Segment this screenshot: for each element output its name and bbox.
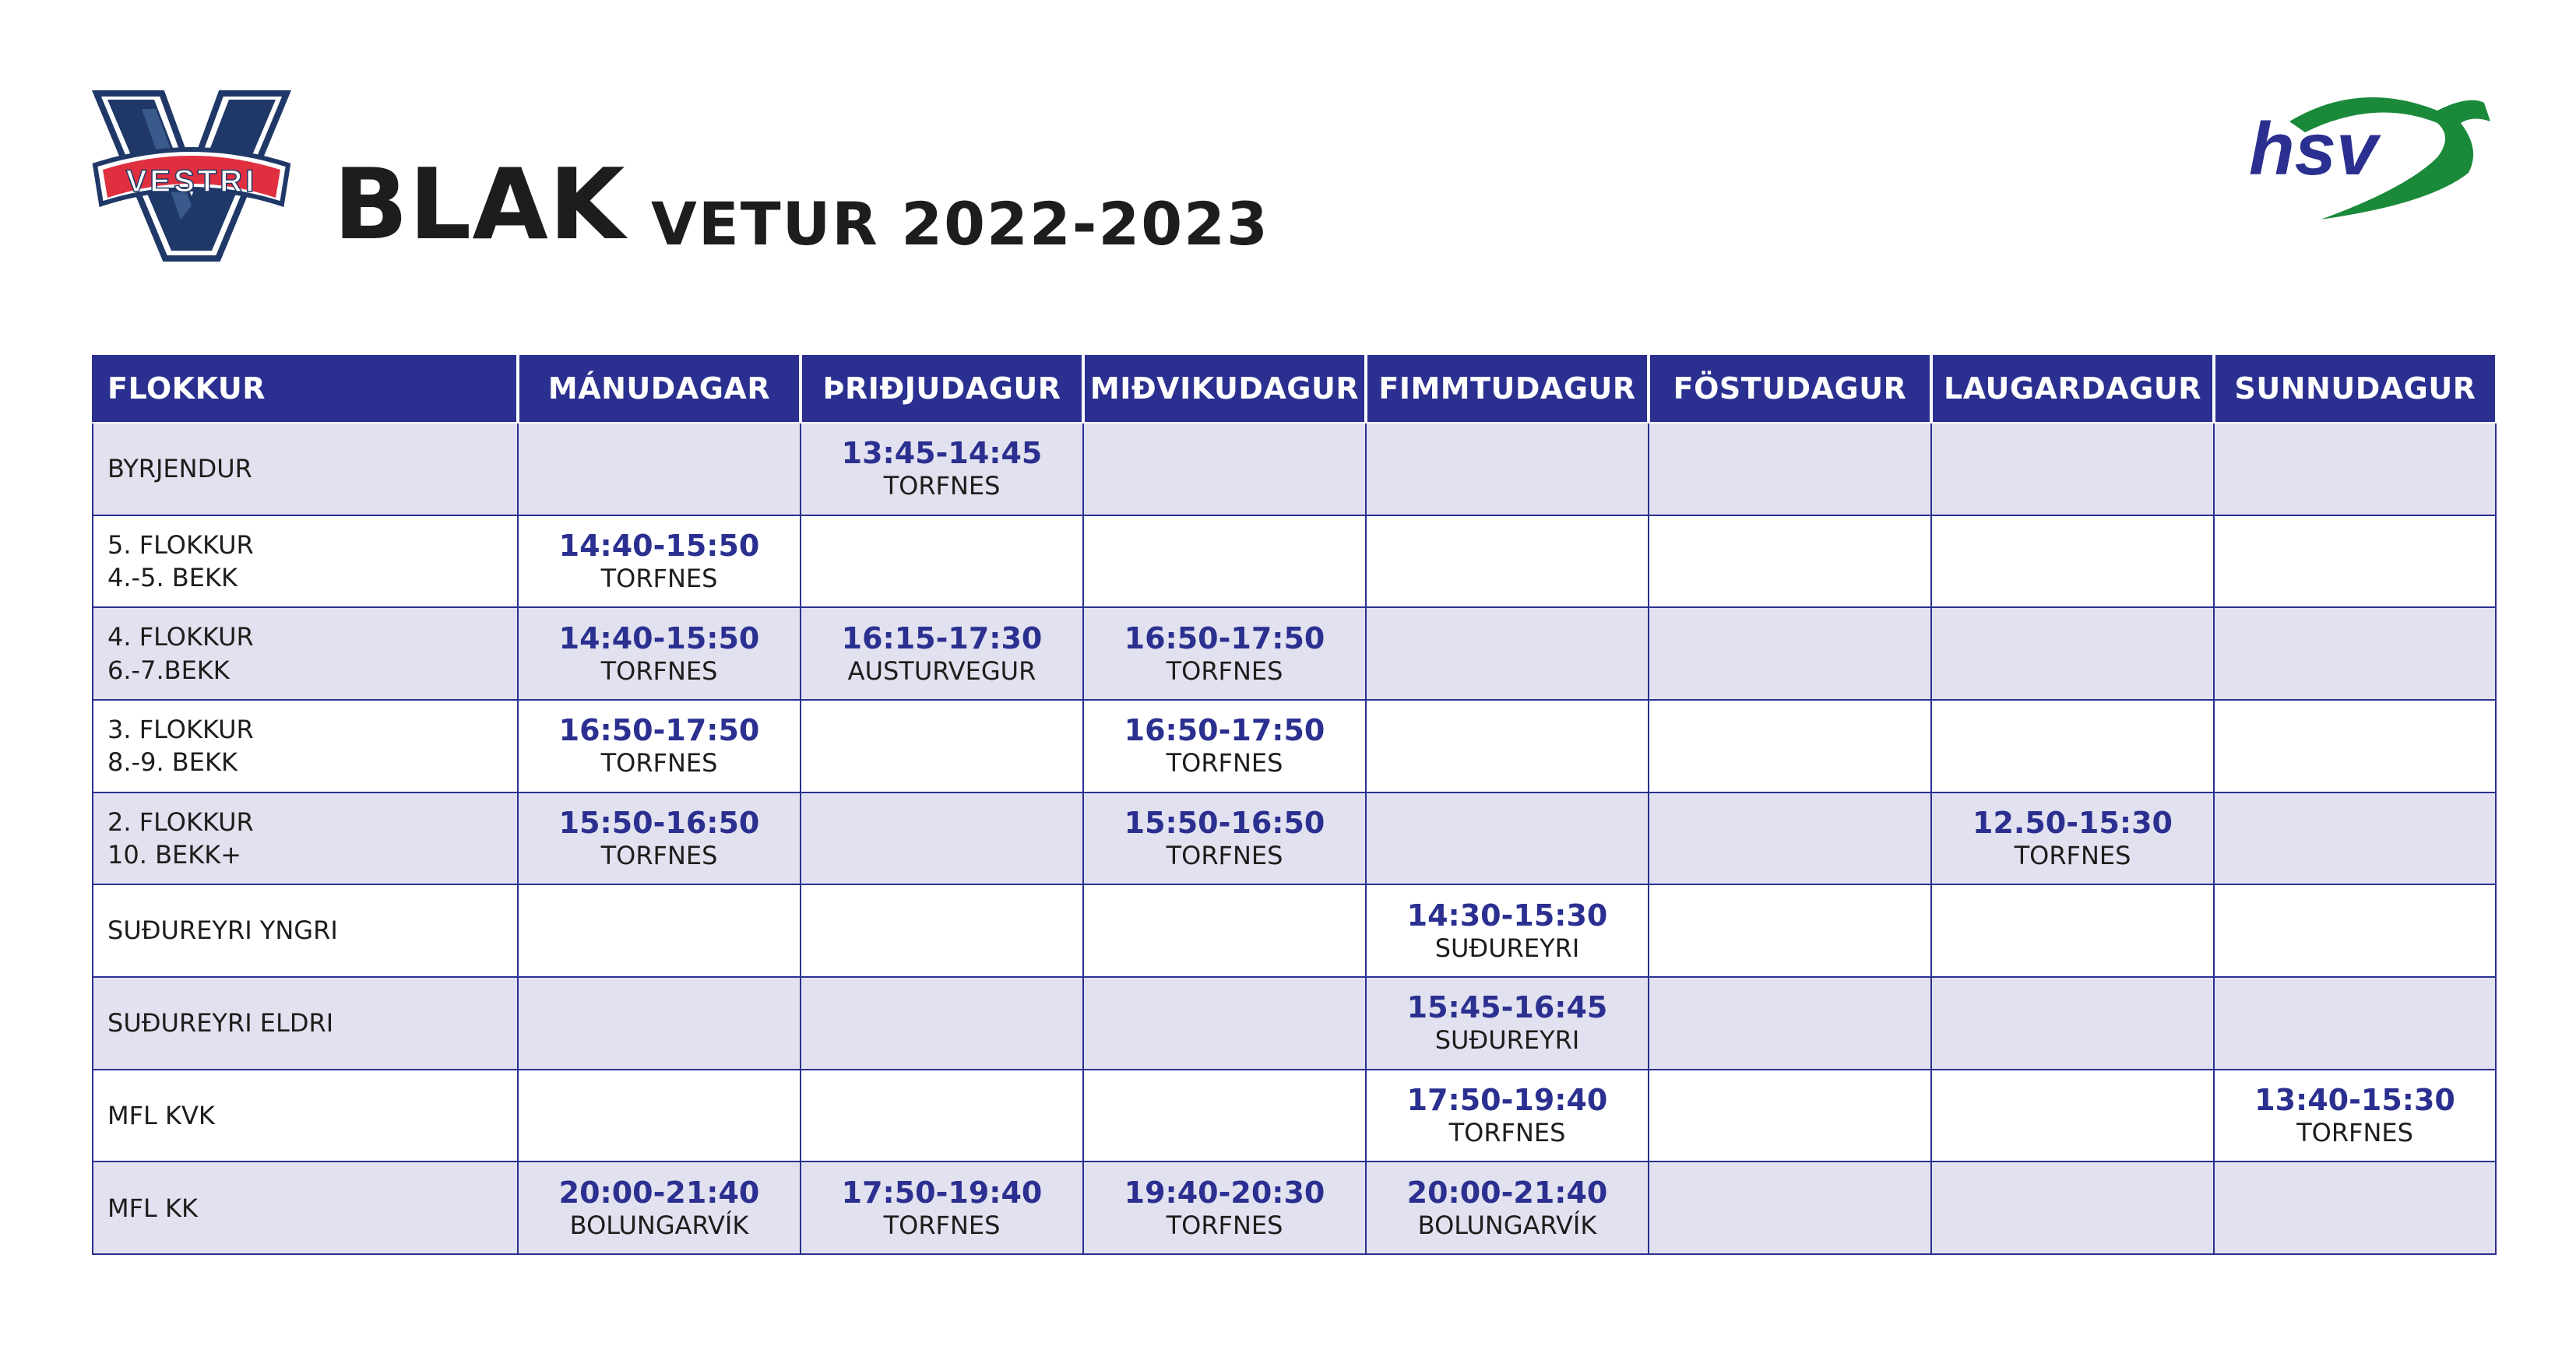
schedule-cell: [1931, 423, 2214, 515]
schedule-cell: [1083, 607, 1366, 700]
session-location: TORFNES: [600, 655, 718, 686]
session-location: TORFNES: [883, 1210, 1001, 1240]
session-location: TORFNES: [1166, 1210, 1283, 1240]
schedule-cell: [801, 423, 1083, 515]
column-header: MÁNUDAGAR: [518, 354, 801, 423]
table-row: [93, 977, 2496, 1070]
table-header-row: [93, 354, 2496, 423]
schedule-cell: [518, 423, 801, 515]
table-row: [93, 515, 2496, 608]
schedule-cell: [518, 884, 801, 977]
session-time: 16:50-17:50: [1124, 713, 1325, 748]
session-location: SUÐUREYRI: [1434, 933, 1580, 963]
schedule-cell: [1366, 884, 1649, 977]
schedule-cell: [1366, 1070, 1649, 1162]
group-name-cell: [93, 700, 518, 792]
session-location: TORFNES: [2296, 1117, 2413, 1147]
schedule-cell: [1366, 607, 1649, 700]
session-location: AUSTURVEGUR: [847, 655, 1036, 686]
group-name-line: SUÐUREYRI ELDRI: [107, 1008, 334, 1038]
schedule-cell: [1931, 977, 2214, 1070]
schedule-cell: [1083, 1070, 1366, 1162]
column-header: FÖSTUDAGUR: [1649, 354, 1931, 423]
schedule-cell: [1649, 1070, 1931, 1162]
schedule-cell: [2214, 607, 2496, 700]
session-location: TORFNES: [1166, 840, 1283, 870]
column-header: FLOKKUR: [93, 354, 518, 423]
table-row: [93, 607, 2496, 700]
schedule-cell: [1649, 977, 1931, 1070]
schedule-cell: [2214, 423, 2496, 515]
group-name-line: 4.-5. BEKK: [107, 562, 238, 592]
group-name-line: SUÐUREYRI YNGRI: [107, 915, 338, 946]
session-time: 13:40-15:30: [2254, 1082, 2455, 1117]
column-header: FIMMTUDAGUR: [1366, 354, 1649, 423]
schedule-cell: [1931, 1070, 2214, 1162]
table-row: [93, 423, 2496, 515]
session-time: 19:40-20:30: [1124, 1175, 1325, 1210]
session-location: TORFNES: [600, 840, 718, 870]
session-location: TORFNES: [600, 563, 718, 593]
schedule-cell: [2214, 515, 2496, 608]
schedule-cell: [1366, 977, 1649, 1070]
session-location: BOLUNGARVÍK: [1417, 1210, 1597, 1240]
group-name-line: MFL KVK: [107, 1100, 215, 1130]
schedule-cell: [1649, 607, 1931, 700]
schedule-cell: [1931, 700, 2214, 792]
column-header: SUNNUDAGUR: [2214, 354, 2496, 423]
schedule-cell: [801, 792, 1083, 885]
group-name-cell: [93, 607, 518, 700]
schedule-cell: [1366, 700, 1649, 792]
group-name-line: 5. FLOKKUR: [107, 529, 254, 560]
schedule-cell: [1083, 792, 1366, 885]
session-location: SUÐUREYRI: [1434, 1025, 1580, 1056]
schedule-cell: [1931, 792, 2214, 885]
schedule-cell: [1083, 700, 1366, 792]
schedule-cell: [801, 1070, 1083, 1162]
table-row: [93, 1161, 2496, 1254]
session-time: 16:50-17:50: [558, 713, 760, 748]
vestri-logo: [87, 87, 296, 263]
schedule-cell: [801, 884, 1083, 977]
schedule-cell: [1083, 977, 1366, 1070]
group-name-line: 2. FLOKKUR: [107, 807, 254, 837]
hsv-logo-text: hsv: [2249, 107, 2378, 191]
group-name-cell: [93, 515, 518, 608]
schedule-cell: [2214, 1161, 2496, 1254]
schedule-cell: [1366, 423, 1649, 515]
table-body: [93, 423, 2496, 1254]
schedule-table: [92, 353, 2497, 1255]
vestri-logo-text: VESTRI: [125, 164, 258, 199]
schedule-cell: [1366, 1161, 1649, 1254]
schedule-cell: [801, 700, 1083, 792]
group-name-line: 10. BEKK+: [107, 839, 242, 870]
schedule-cell: [1649, 700, 1931, 792]
page-subtitle: VETUR 2022-2023: [651, 189, 1269, 258]
schedule-cell: [518, 700, 801, 792]
schedule-cell: [1083, 1161, 1366, 1254]
group-name-cell: [93, 1070, 518, 1162]
session-time: 16:15-17:30: [841, 620, 1043, 655]
schedule-cell: [1649, 1161, 1931, 1254]
session-time: 14:40-15:50: [558, 529, 760, 564]
session-location: TORFNES: [2014, 840, 2131, 870]
column-header: ÞRIÐJUDAGUR: [801, 354, 1083, 423]
schedule-cell: [2214, 700, 2496, 792]
column-header: LAUGARDAGUR: [1931, 354, 2214, 423]
session-time: 20:00-21:40: [1406, 1175, 1608, 1210]
group-name-cell: [93, 423, 518, 515]
schedule-cell: [1083, 423, 1366, 515]
session-time: 12.50-15:30: [1972, 806, 2173, 841]
schedule-cell: [1931, 1161, 2214, 1254]
session-time: 17:50-19:40: [1406, 1082, 1608, 1117]
schedule-cell: [518, 515, 801, 608]
schedule-cell: [518, 977, 801, 1070]
schedule-cell: [1366, 515, 1649, 608]
table-row: [93, 792, 2496, 885]
session-time: 15:50-16:50: [558, 806, 760, 841]
table-row: [93, 884, 2496, 977]
schedule-cell: [518, 607, 801, 700]
schedule-cell: [2214, 792, 2496, 885]
group-name-cell: [93, 884, 518, 977]
group-name-line: BYRJENDUR: [107, 454, 252, 484]
schedule-cell: [801, 977, 1083, 1070]
session-location: TORFNES: [1166, 655, 1283, 686]
schedule-cell: [1083, 515, 1366, 608]
group-name-line: 3. FLOKKUR: [107, 715, 254, 745]
group-name-cell: [93, 977, 518, 1070]
session-time: 14:30-15:30: [1406, 898, 1608, 933]
schedule-cell: [1931, 515, 2214, 608]
schedule-cell: [2214, 1070, 2496, 1162]
session-location: BOLUNGARVÍK: [569, 1210, 749, 1240]
session-location: TORFNES: [1166, 748, 1283, 778]
session-time: 15:50-16:50: [1124, 806, 1325, 841]
schedule-cell: [801, 607, 1083, 700]
group-name-cell: [93, 792, 518, 885]
schedule-cell: [2214, 977, 2496, 1070]
hsv-logo: [2243, 87, 2500, 221]
group-name-line: 6.-7.BEKK: [107, 655, 230, 685]
session-location: TORFNES: [1448, 1117, 1566, 1147]
group-name-line: MFL KK: [107, 1193, 198, 1223]
schedule-cell: [1649, 423, 1931, 515]
session-time: 14:40-15:50: [558, 620, 760, 655]
schedule-cell: [801, 1161, 1083, 1254]
column-header: MIÐVIKUDAGUR: [1083, 354, 1366, 423]
schedule-cell: [1649, 884, 1931, 977]
schedule-cell: [518, 792, 801, 885]
schedule-cell: [1649, 515, 1931, 608]
session-location: TORFNES: [883, 471, 1001, 501]
group-name-line: 4. FLOKKUR: [107, 622, 254, 652]
group-name-cell: [93, 1161, 518, 1254]
session-location: TORFNES: [600, 748, 718, 778]
schedule-cell: [1366, 792, 1649, 885]
session-time: 16:50-17:50: [1124, 620, 1325, 655]
schedule-cell: [2214, 884, 2496, 977]
table-row: [93, 700, 2496, 792]
schedule-cell: [1931, 607, 2214, 700]
schedule-cell: [1649, 792, 1931, 885]
page-title: BLAK: [333, 147, 626, 262]
schedule-cell: [801, 515, 1083, 608]
session-time: 20:00-21:40: [558, 1175, 760, 1210]
group-name-line: 8.-9. BEKK: [107, 747, 238, 778]
table-row: [93, 1070, 2496, 1162]
session-time: 13:45-14:45: [841, 436, 1043, 471]
session-time: 15:45-16:45: [1406, 990, 1608, 1025]
schedule-cell: [1931, 884, 2214, 977]
schedule-cell: [518, 1161, 801, 1254]
schedule-cell: [518, 1070, 801, 1162]
schedule-cell: [1083, 884, 1366, 977]
session-time: 17:50-19:40: [841, 1175, 1043, 1210]
